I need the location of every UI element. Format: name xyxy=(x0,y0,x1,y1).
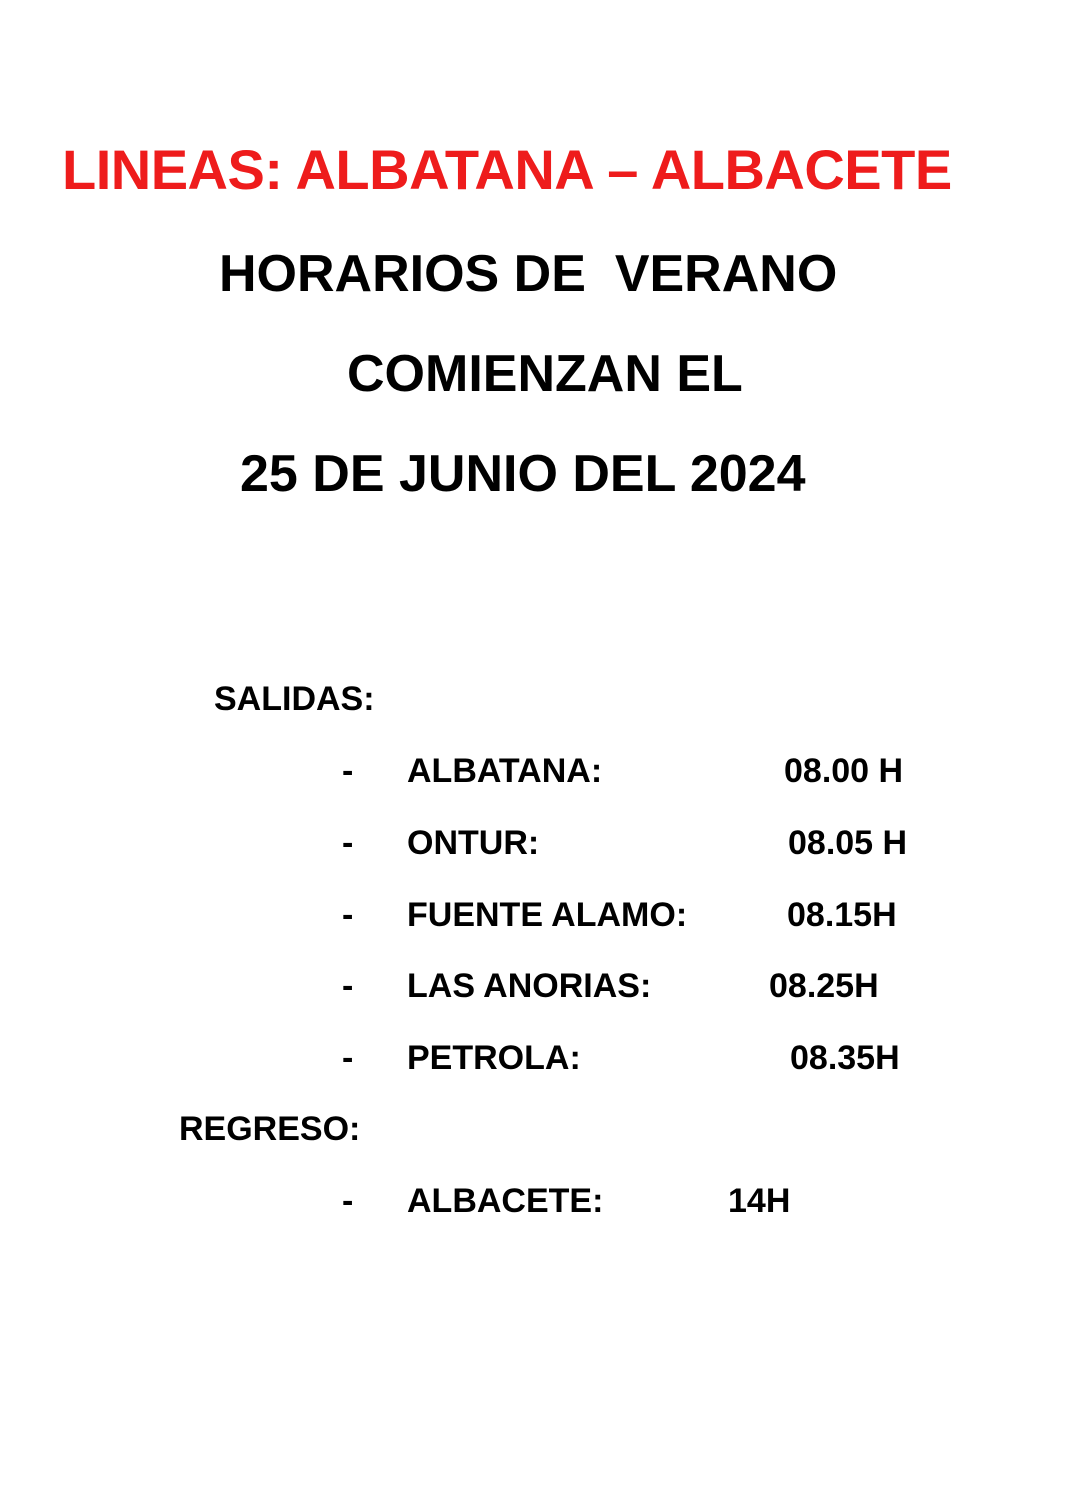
place-name: PETROLA: xyxy=(407,1039,581,1077)
departure-time: 08.00 H xyxy=(784,752,904,790)
departure-time: 08.15H xyxy=(787,896,897,934)
list-dash: - xyxy=(342,824,354,862)
regreso-label: REGRESO: xyxy=(179,1110,361,1148)
list-dash: - xyxy=(342,896,354,934)
list-dash: - xyxy=(342,1182,354,1220)
departure-time: 08.05 H xyxy=(788,824,908,862)
return-time: 14H xyxy=(728,1182,791,1220)
list-dash: - xyxy=(342,1039,354,1077)
page-title: LINEAS: ALBATANA – ALBACETE xyxy=(62,138,952,201)
place-name: ONTUR: xyxy=(407,824,540,862)
place-name: ALBATANA: xyxy=(407,752,603,790)
list-dash: - xyxy=(342,967,354,1005)
salidas-label: SALIDAS: xyxy=(214,680,375,718)
subtitle-horarios: HORARIOS DE VERANO xyxy=(219,245,838,303)
subtitle-date: 25 DE JUNIO DEL 2024 xyxy=(240,445,806,503)
subtitle-comienzan: COMIENZAN EL xyxy=(347,345,743,403)
departure-time: 08.25H xyxy=(769,967,879,1005)
departure-time: 08.35H xyxy=(790,1039,900,1077)
place-name: ALBACETE: xyxy=(407,1182,604,1220)
list-dash: - xyxy=(342,752,354,790)
place-name: LAS ANORIAS: xyxy=(407,967,652,1005)
place-name: FUENTE ALAMO: xyxy=(407,896,688,934)
